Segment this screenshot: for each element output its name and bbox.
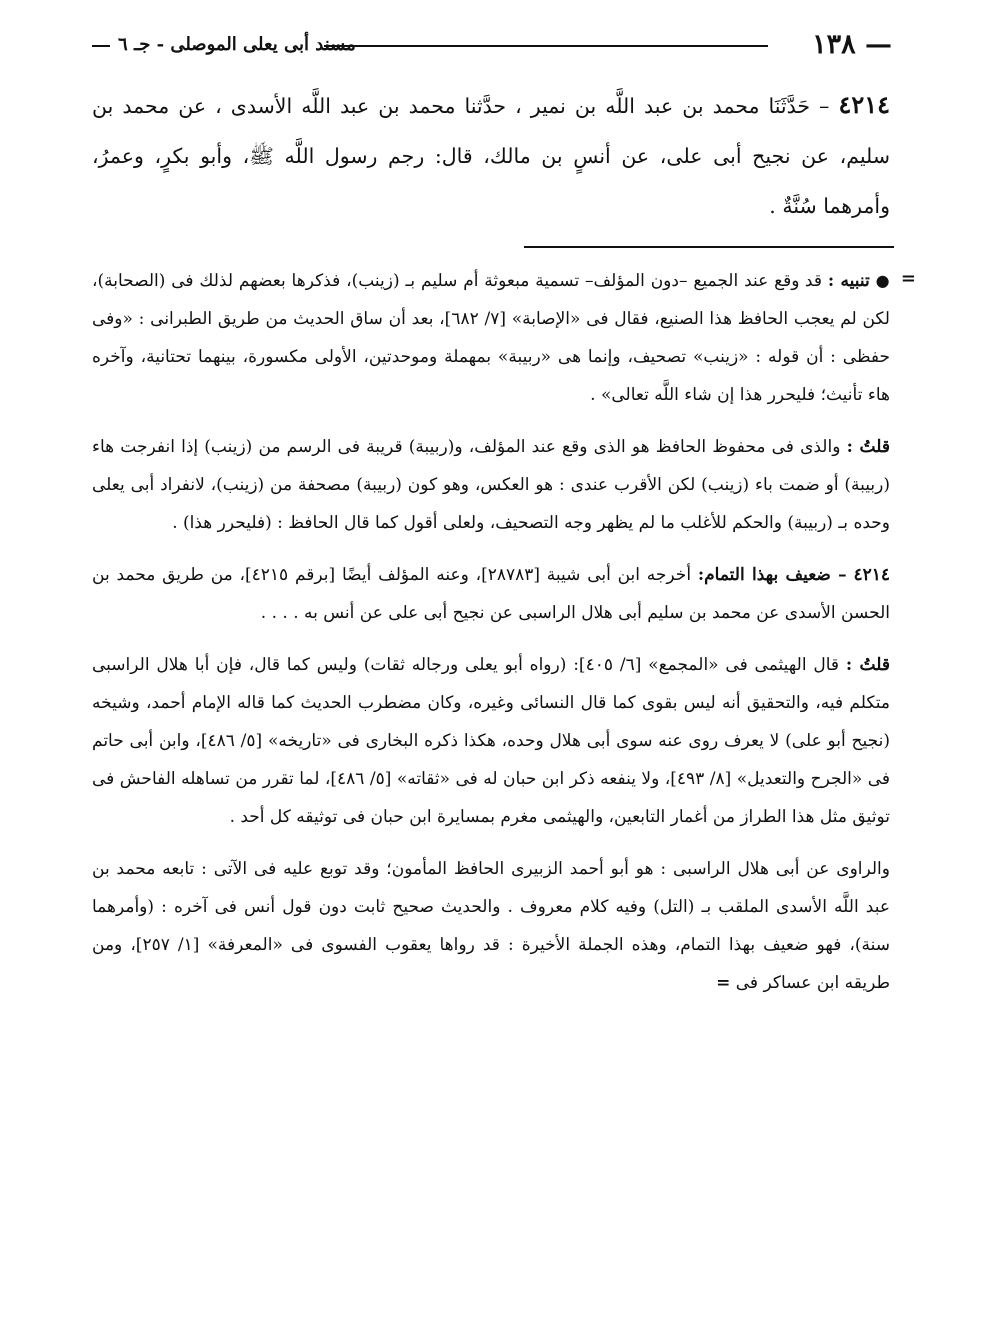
note-qultu-2-lead: قلتُ : xyxy=(845,655,890,675)
header-rule xyxy=(324,45,768,47)
footnote-separator xyxy=(524,246,894,248)
page-header xyxy=(92,26,892,66)
hadith-number: ٤٢١٤ xyxy=(838,90,890,119)
note-takhrij-text: أخرجه ابن أبى شيبة [٢٨٧٨٣]، وعنه المؤلف أيضًا [برقم ٤٢١٥]، من طريق محمد بن الحسن الأسدى عن محمد بن سليم أبى هلال الراسبى عن نجيح أبى على عن أنس به . . . . xyxy=(92,565,890,623)
note-tanbih-text: قد وقع عند الجميع –دون المؤلف– تسمية مبعوثة أم سليم بـ (زينب)، فذكرها بعضهم لذلك فى (الصحابة)، لكن لم يعجب الحافظ هذا الصنيع، فقال فى «الإصابة» [٧/ ٦٨٢]، بعد أن ساق الحديث من طريق الطبرانى : «وفى حفظى : أن قوله : «زينب» تصحيف، وإنما هى «ربيبة» بمهملة وموحدتين، الأولى مكسورة، بينهما تحتانية، وآخره هاء تأنيث؛ فليحرر هذا إن شاء اللَّه تعالى» . xyxy=(92,271,890,405)
continuation-mark-bottom: = xyxy=(716,973,731,993)
footnotes xyxy=(92,262,890,1016)
note-tanbih-lead: تنبيه : xyxy=(827,271,870,291)
header-dash xyxy=(92,45,110,47)
note-qultu-1-text: والذى فى محفوظ الحافظ هو الذى وقع عند المؤلف، و(ربيبة) قريبة فى الرسم من (زينب) إذا انفرجت هاء (ربيبة) أو ضمت باء (زينب) لكن الأقرب عندى : هو العكس، وهو كون (ربيبة) مصحفة من (زينب)، لانفراد أبى يعلى وحده بـ (ربيبة) والحكم للأغلب ما لم يظهر وجه التصحيف، ولعلى أقول كما قال الحافظ : (فليحرر هذا) . xyxy=(92,437,890,533)
note-qultu-2 xyxy=(92,646,890,836)
book-title: مسند أبى يعلى الموصلى - جـ ٦ xyxy=(118,34,356,55)
note-takhrij xyxy=(92,556,890,632)
page-number-value: ١٣٨ xyxy=(812,29,856,60)
note-rawi-text: والراوى عن أبى هلال الراسبى : هو أبو أحمد الزبيرى الحافظ المأمون؛ وقد توبع عليه فى الآتى : تابعه محمد بن عبد اللَّه الأسدى الملقب بـ (التل) وفيه كلام معروف . والحديث صحيح ثابت دون قول أنس فى آخره : (وأمرهما سنة)، فهو ضعيف بهذا التمام، وهذه الجملة الأخيرة : قد رواها يعقوب الفسوى فى «المعرفة» [١/ ٢٥٧]، ومن طريقه ابن عساكر فى xyxy=(92,859,890,993)
bullet-icon: ● xyxy=(875,271,890,290)
note-qultu-2-text: قال الهيثمى فى «المجمع» [٦/ ٤٠٥]: (رواه أبو يعلى ورجاله ثقات) وليس كما قال، فإن أبا هلال الراسبى متكلم فيه، والتحقيق أنه ليس بقوى كما قال النسائى وغيره، وكان مضطرب الحديث كما قاله الإمام أحمد، وشيخه (نجيح أبو على) لا يعرف روى عنه سوى أبى هلال وحده، هكذا ذكره البخارى فى «تاريخه» [٥/ ٤٨٦]، وابن أبى حاتم فى «الجرح والتعديل» [٨/ ٤٩٣]، ولا ينفعه ذكر ابن حبان له فى «ثقاته» [٥/ ٤٨٦]، لما تقرر من تساهله الفاحش فى توثيق مثل هذا الطراز من أغمار التابعين، والهيثمى مغرم بمسايرة ابن حبان فى توثيقه كل أحد . xyxy=(92,655,891,827)
page-number: — ١٣٨ xyxy=(812,29,892,60)
note-takhrij-lead: – ضعيف بهذا التمام: xyxy=(697,565,847,585)
note-qultu-1-lead: قلتُ : xyxy=(846,437,890,457)
continuation-mark-top: = xyxy=(900,268,916,289)
hadith-body: – حَدَّثَنَا محمد بن عبد اللَّه بن نمير ، حدَّثنا محمد بن عبد اللَّه الأسدى ، عن محمد بن سليم، عن نجيح أبى على، عن أنسٍ بن مالك، قال: رجم رسول اللَّه ﷺ، وأبو بكرٍ، وعمرُ، وأمرهما سُنَّةٌ . xyxy=(92,94,890,218)
note-rawi xyxy=(92,850,890,1002)
hadith-text xyxy=(92,80,890,231)
note-qultu-1 xyxy=(92,428,890,542)
note-takhrij-number: ٤٢١٤ xyxy=(853,565,891,585)
note-tanbih xyxy=(92,262,890,414)
